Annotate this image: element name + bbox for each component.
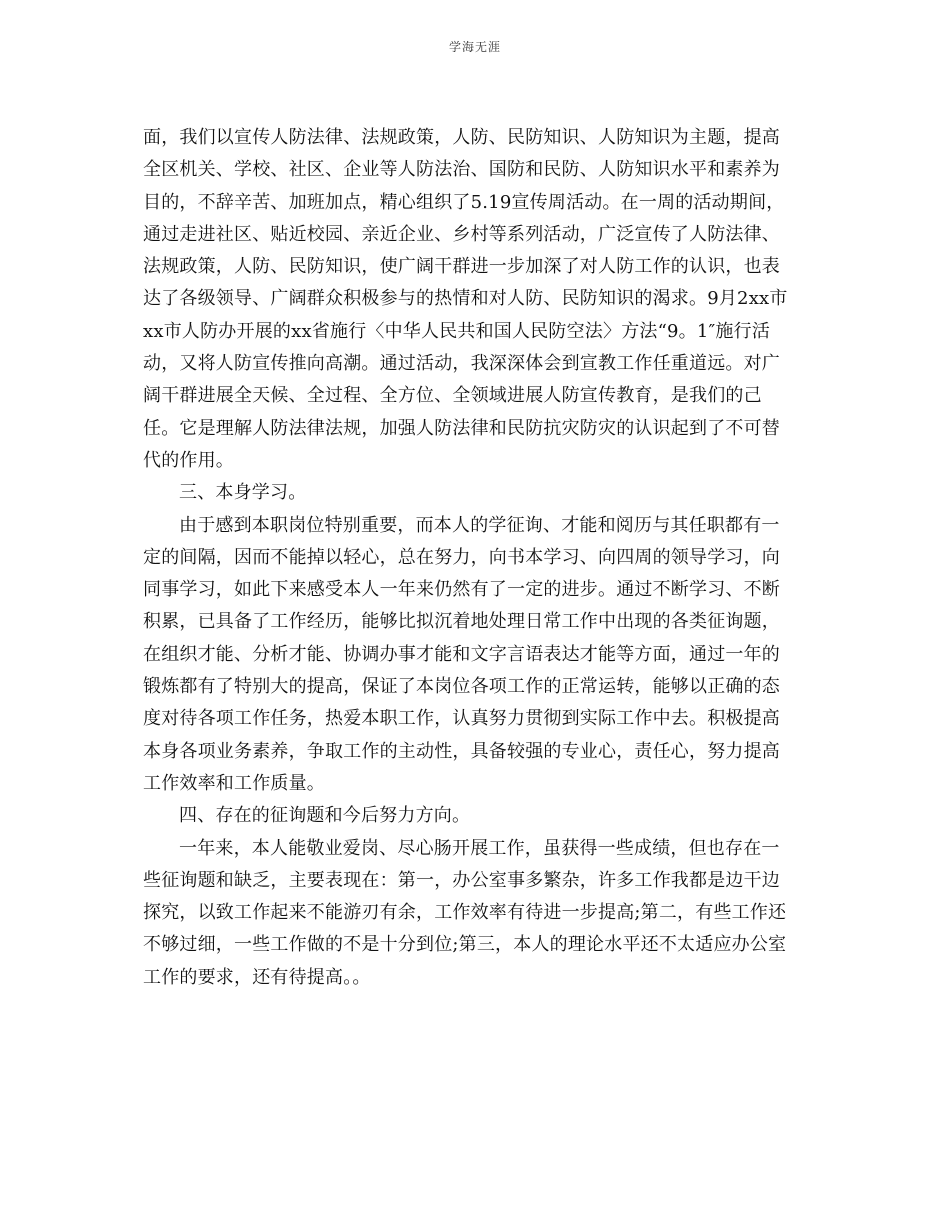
text-line: 定的间隔，因而不能掉以轻心，总在努力，向书本学习、向四周的领导学习，向 <box>143 546 780 568</box>
text-line: 度对待各项工作任务，热爱本职工作，认真努力贯彻到实际工作中去。积极提高 <box>143 708 780 730</box>
text-line: 面，我们以宣传人防法律、法规政策，人防、民防知识、人防知识为主题，提高 <box>143 127 780 148</box>
text-line: 锻炼都有了特别大的提高，保证了本岗位各项工作的正常运转，能够以正确的态 <box>143 676 780 698</box>
text-line: 全区机关、学校、社区、企业等人防法治、国防和民防、人防知识水平和素养为 <box>143 159 780 181</box>
text-line: 在组织才能、分析才能、协调办事才能和文字言语表达才能等方面，通过一年的 <box>143 643 780 665</box>
text-line: 同事学习，如此下来感受本人一年来仍然有了一定的进步。通过不断学习、不断 <box>143 579 780 601</box>
text-line: 由于感到本职岗位特别重要，而本人的学征询、才能和阅历与其任职都有一 <box>179 514 780 536</box>
text-line: 动，又将人防宣传推向高潮。通过活动，我深深体会到宣教工作任重道远。对广 <box>143 353 780 375</box>
text-line: 三、本身学习。 <box>179 482 307 504</box>
text-line: 任。它是理解人防法律法规，加强人防法律和民防抗灾防灾的认识起到了不可替 <box>143 417 780 439</box>
page-header: 学海无涯 <box>448 40 501 54</box>
text-line: 达了各级领导、广阔群众积极参与的热情和对人防、民防知识的渴求。9月2xx市 <box>143 288 788 310</box>
text-line: 四、存在的征询题和今后努力方向。 <box>179 805 471 827</box>
text-line: 积累，已具备了工作经历，能够比拟沉着地处理日常工作中出现的各类征询题， <box>143 611 780 633</box>
text-line: 一年来，本人能敬业爱岗、尽心肠开展工作，虽获得一些成绩，但也存在一 <box>179 837 780 859</box>
text-line: 本身各项业务素养，争取工作的主动性，具备较强的专业心，责任心，努力提高 <box>143 740 780 762</box>
text-line: 工作的要求，还有待提高。。 <box>143 966 371 988</box>
text-line: 阔干群进展全天候、全过程、全方位、全领域进展人防宣传教育，是我们的己 <box>143 385 762 407</box>
text-line: xx市人防办开展的xx省施行〈中华人民共和国人民防空法〉方法“9。1″施行活 <box>143 320 771 342</box>
text-line: 目的，不辞辛苦、加班加点，精心组织了5.19宣传周活动。在一周的活动期间， <box>143 191 785 213</box>
text-line: 工作效率和工作质量。 <box>143 772 325 794</box>
text-line: 法规政策，人防、民防知识，使广阔干群进一步加深了对人防工作的认识，也表 <box>143 256 780 278</box>
text-line: 代的作用。 <box>143 449 234 471</box>
text-line: 不够过细，一些工作做的不是十分到位;第三，本人的理论水平还不太适应办公室 <box>143 934 787 956</box>
text-line: 通过走进社区、贴近校园、亲近企业、乡村等系列活动，广泛宣传了人防法律、 <box>143 223 780 245</box>
document-body <box>143 122 811 994</box>
text-line: 探究，以致工作起来不能游刃有余，工作效率有待进一步提高;第二，有些工作还 <box>143 902 787 924</box>
text-line: 些征询题和缺乏，主要表现在：第一，办公室事多繁杂，许多工作我都是边干边 <box>143 869 780 891</box>
